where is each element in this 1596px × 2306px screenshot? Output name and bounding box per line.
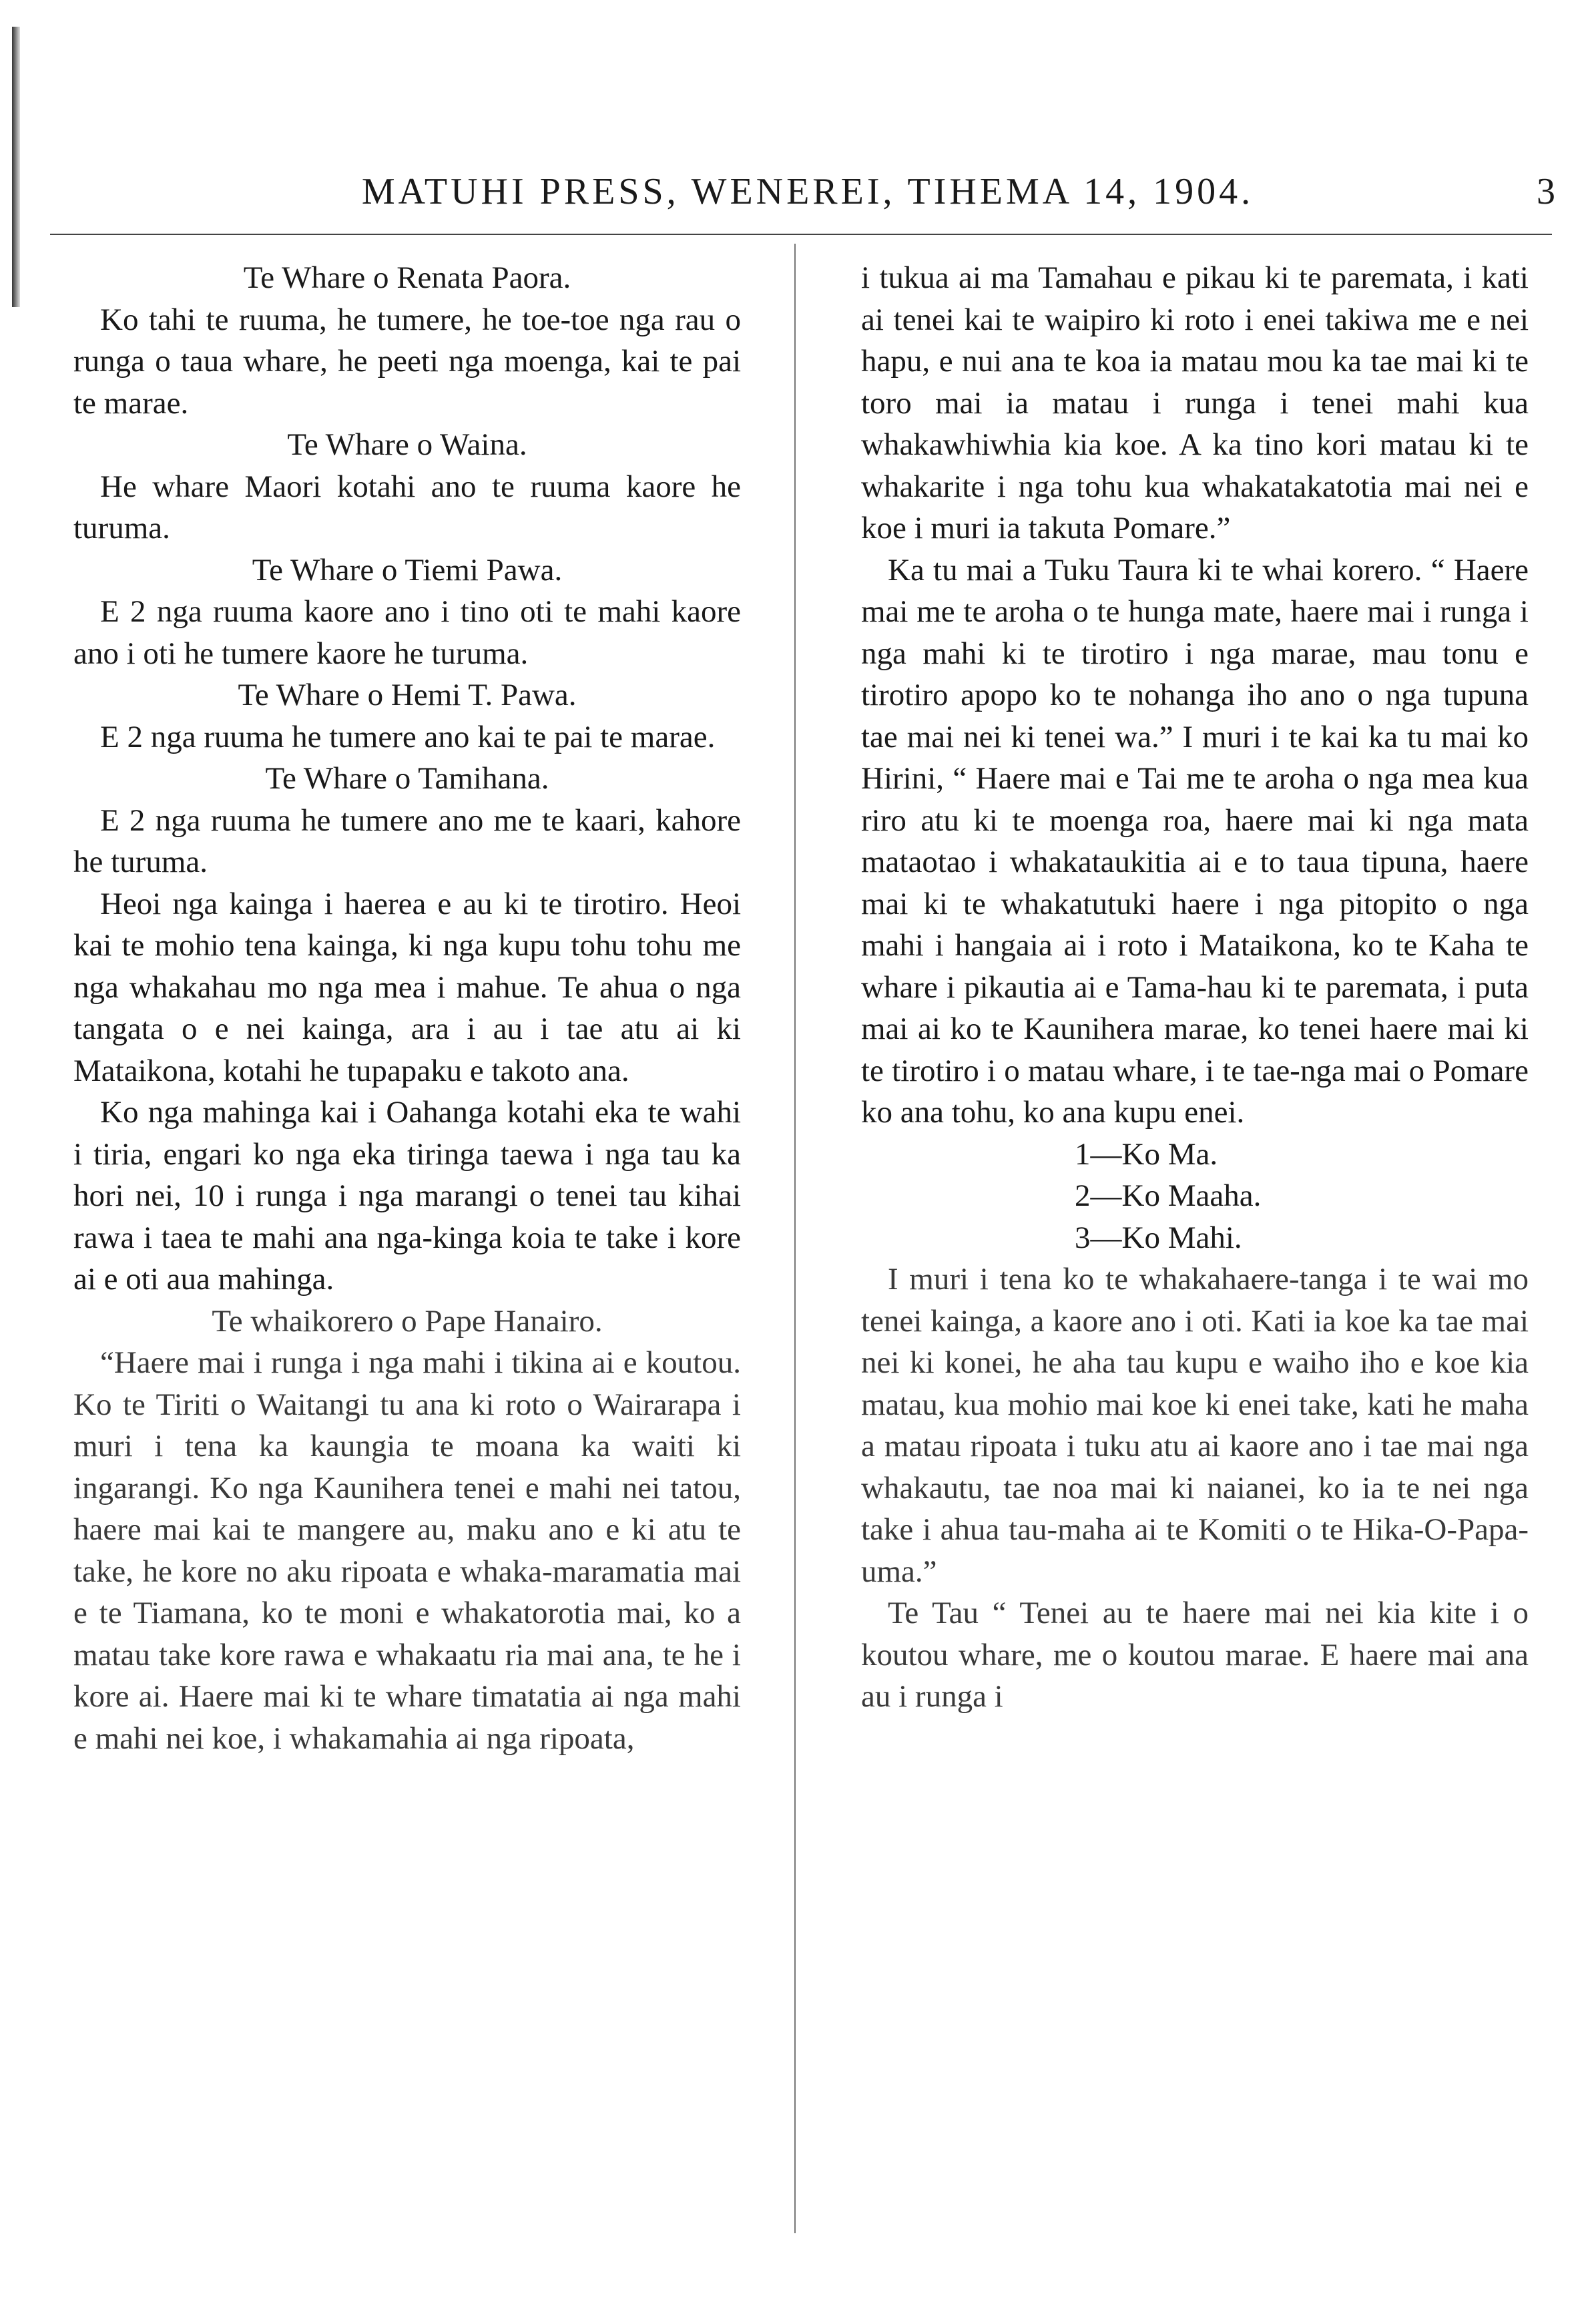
- paragraph: He whare Maori kotahi ano te ruuma kaore he turuma.: [73, 469, 741, 545]
- paragraph: I muri i tena ko te whakahaere-tanga i te wai mo tenei kainga, a kaore ano i oti. Kati ia koe ka tae mai nei ki konei, he aha tau kupu e waiho iho e koe kia matau, kua mohio mai koe ki enei take, kati he maha a matau ripoata i tuku atu ai kaore ano i tae mai nga whakautu, tae noa mai ki naianei, ko ia te nei nga take i ahua tau-maha ai te Komiti o te Hika-O-Papa-uma.”: [861, 1262, 1529, 1589]
- list-item: 1—Ko Ma.: [1075, 1136, 1218, 1172]
- paragraph: E 2 nga ruuma he tumere ano me te kaari, kahore he turuma.: [73, 802, 741, 879]
- heading-tamihana: Te Whare o Tamihana.: [265, 761, 549, 796]
- paragraph: Ko nga mahinga kai i Oahanga kotahi eka te wahi i tiria, engari ko nga eka tiringa taewa i nga tau ka hori nei, 10 i runga i nga marangi o tenei tau kihai rawa i taea te mahi ana nga-kinga koia te take i kore ai e oti aua mahinga.: [73, 1095, 741, 1297]
- heading-waina: Te Whare o Waina.: [287, 427, 527, 462]
- heading-tiemi-pawa: Te Whare o Tiemi Pawa.: [252, 552, 563, 588]
- list-item: 3—Ko Mahi.: [1075, 1220, 1242, 1255]
- paragraph: E 2 nga ruuma he tumere ano kai te pai te marae.: [100, 719, 716, 754]
- paragraph: Ka tu mai a Tuku Taura ki te whai korero. “ Haere mai me te aroha o te hunga mate, haere mai i runga i nga mahi ki te tirotiro i nga marae, mau tonu e tirotiro apopo ko te nohanga iho ano o nga tupuna tae mai nei ki tenei wa.” I muri i te kai ka tu mai ko Hirini, “ Haere mai e Tai me te aroha o nga mea kua riro atu ki te moenga roa, haere mai ki nga mata mataotao i whakataukitia ai e to taua tipuna, haere mai ki te whakatutuki haere i nga pitopito o nga mahi i hangaia ai i roto i Mataikona, ko te Kaha te whare i pikautia ai e Tama-hau ki te paremata, i puta mai ai ko te Kaunihera marae, ko tenei haere mai ki te tirotiro i o matau whare, i te tae-nga mai o Pomare ko ana tohu, ko ana kupu enei.: [861, 552, 1529, 1130]
- page-number: 3: [1537, 171, 1555, 212]
- list-item: 2—Ko Maaha.: [1075, 1178, 1262, 1213]
- scan-edge-mark: [12, 27, 20, 307]
- paragraph: E 2 nga ruuma kaore ano i tino oti te mahi kaore ano i oti he tumere kaore he turuma.: [73, 594, 741, 671]
- page-header: [60, 170, 1555, 230]
- right-column: [861, 257, 1529, 1718]
- header-rule: [50, 234, 1552, 235]
- paragraph: “Haere mai i runga i nga mahi i tikina ai e koutou. Ko te Tiriti o Waitangi tu ana ki roto o Wairarapa i muri i tena ka kaungia te moana ka waiti ki ingarangi. Ko nga Kaunihera tenei e mahi nei tatou, haere mai kai te mangere au, maku ano e ki atu te take, he kore no aku ripoata e whaka-maramatia mai e te Tiamana, ko te moni e whakatorotia mai, ko a matau take kore rawa e whakaatu ria mai ana, te he i kore ai. Haere mai ki te whare timatatia ai nga mahi e mahi nei koe, i whakamahia ai nga ripoata,: [73, 1345, 741, 1756]
- paragraph: Te Tau “ Tenei au te haere mai nei kia kite i o koutou whare, me o koutou marae. E haere mai ana au i runga i: [861, 1596, 1529, 1714]
- left-column: [73, 257, 741, 1759]
- heading-renata-paora: Te Whare o Renata Paora.: [243, 260, 571, 295]
- paragraph: Ko tahi te ruuma, he tumere, he toe-toe nga rau o runga o taua whare, he peeti nga moenga, kai te pai te marae.: [73, 302, 741, 421]
- heading-pape-hanairo: Te whaikorero o Pape Hanairo.: [212, 1303, 603, 1339]
- column-divider: [794, 244, 796, 2233]
- paragraph: Heoi nga kainga i haerea e au ki te tirotiro. Heoi kai te mohio tena kainga, ki nga kupu tohu tohu me nga whakahau mo nga mea i mahue. Te ahua o nga tangata o e nei kainga, ara i au i tae atu ai ki Mataikona, kotahi he tupapaku e takoto ana.: [73, 886, 741, 1088]
- paragraph: i tukua ai ma Tamahau e pikau ki te paremata, i kati ai tenei kai te waipiro ki roto i enei takiwa me e nei hapu, e nui ana te koa ia matau mou ka tae mai ki te toro mai ia matau i runga i tenei mahi kua whakawhiwhia kia koe. A ka tino kori matau ki te whakarite i nga tohu kua whakatakatotia mai nei e koe i muri ia takuta Pomare.”: [861, 260, 1529, 545]
- heading-hemi-pawa: Te Whare o Hemi T. Pawa.: [238, 678, 577, 712]
- masthead-title: MATUHI PRESS, WENEREI, TIHEMA 14, 1904.: [361, 171, 1254, 212]
